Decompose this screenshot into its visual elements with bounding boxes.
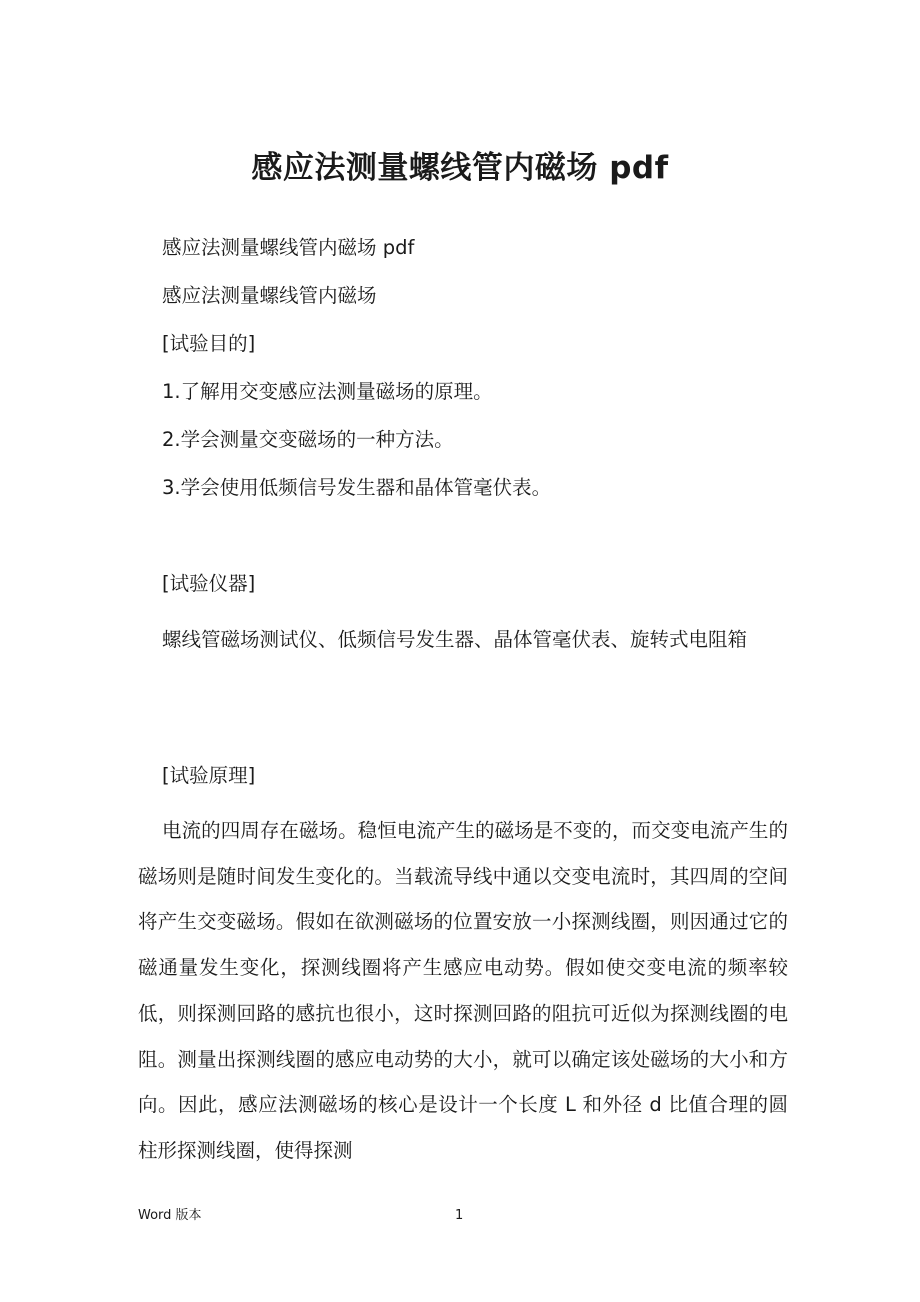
purpose-item-2: 2.学会测量交变磁场的一种方法。 [162, 428, 454, 451]
subtitle-line: 感应法测量螺线管内磁场 pdf [162, 236, 415, 259]
purpose-heading: [试验目的] [162, 332, 256, 355]
subtitle-line-2: 感应法测量螺线管内磁场 [162, 284, 377, 307]
purpose-item-3: 3.学会使用低频信号发生器和晶体管毫伏表。 [162, 476, 552, 499]
footer-label: Word 版本 [138, 1208, 202, 1223]
principle-heading: [试验原理] [162, 764, 256, 787]
instruments-text: 螺线管磁场测试仪、低频信号发生器、晶体管毫伏表、旋转式电阻箱 [162, 628, 748, 651]
document-title: 感应法测量螺线管内磁场 pdf [251, 150, 669, 186]
purpose-item-1: 1.了解用交变感应法测量磁场的原理。 [162, 380, 493, 403]
instruments-heading: [试验仪器] [162, 572, 256, 595]
page-number: 1 [455, 1208, 464, 1223]
principle-text: 电流的四周存在磁场。稳恒电流产生的磁场是不变的，而交变电流产生的磁场则是随时间发生变化的。当载流导线中通以交变电流时，其四周的空间将产生交变磁场。假如在欲测磁场的位置安放一小探测线圈，则因通过它的磁通量发生变化，探测线圈将产生感应电动势。假如使交变电流的频率较低，则探测回路的感抗也很小，这时探测回路的阻抗可近似为探测线圈的电阻。测量出探测线圈的感应电动势的大小，就可以确定该处磁场的大小和方向。因此，感应法测磁场的核心是设计一个长度 L 和外径 d 比值合理的圆柱形探测线圈，使得探测 [138, 819, 788, 1162]
